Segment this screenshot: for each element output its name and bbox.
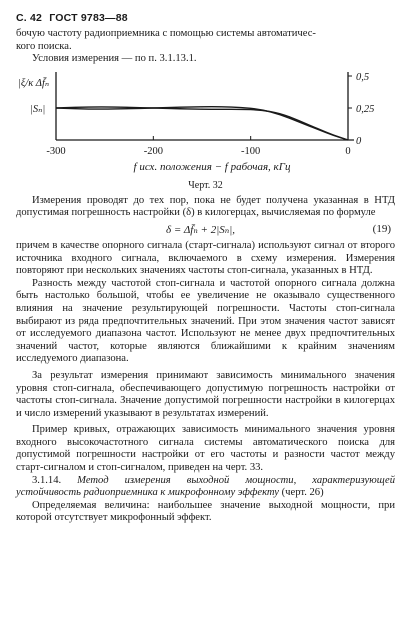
section-3-1-14 [16,475,395,500]
y-right-tick-label: 0,25 [356,103,375,115]
formula-expression: δ = Δf̄ₙ + 2|Sₙ|, [166,223,235,236]
x-tick-label: 0 [345,145,351,157]
page-number: С. 42 [16,12,43,24]
y-left-label-delta: |ξ/κ Δf̄ₙ [18,77,50,89]
page-header [16,12,395,24]
intro-line-1: бочую частоту радиоприемника с помощью системы автоматичес- [16,28,316,39]
y-left-label-s: |Sₙ| [30,103,46,115]
x-tick-label: -200 [143,145,163,157]
standard-code: ГОСТ 9783—88 [49,12,128,24]
paragraph-measurement: Измерения проводят до тех пор, пока не будет получена указанная в НТД допустимая погрешность настройки (δ) в килогерцах, вычисляемая по формуле [16,194,395,219]
paragraph-frequency-difference: Разность между частотой стоп-сигнала и частотой опорного сигнала должна быть настолько большой, чтобы ее увеличение не оказывало существенного влияния на значение результирующей погрешности. Частоты стоп-сигнала выбирают из ряда предпочтительных значений. При этом значения частот зависят от исследуемого диапазона частот. Используют не менее двух предпочтительных значений частот, которые являются ближайшими к крайним значениям исследуемого диапазона. [16,277,395,365]
paragraph-reference-signal: причем в качестве опорного сигнала (старт-сигнала) используют сигнал от второго источника входного сигнала, включаемого в схему измерения. Измерения повторяют при нескольких значениях частоты стоп-сигнала, указанных в НТД. [16,239,395,277]
paragraph-defined-quantity: Определяемая величина: наибольшее значение выходной мощности, при которой отсутствует микрофонный эффект. [16,499,395,524]
x-axis-label: f исх. положения − f рабочая, кГц [133,160,291,173]
section-title: Метод измерения выходной мощности, характеризующей устойчивость радиоприемника к микрофонному эффекту [16,474,395,499]
figure-caption: Черт. 32 [188,179,223,191]
chart-32 [16,68,396,178]
paragraph-result: За результат измерения принимают зависимость минимального значения уровня стоп-сигнала, обеспечивающего допустимую погрешность настройки от частоты стоп-сигнала. Значение допустимой погрешности настройки в килогерцах и число измерений указывают в результатах измерений. [16,369,395,419]
paragraph-example: Пример кривых, отражающих зависимость минимального значения уровня входного высокочастотного сигнала системы автоматического поиска для допустимой погрешности настройки от его частоты и разности частот между старт-сигналом и стоп-сигналом, приведен на черт. 33. [16,424,395,474]
y-right-tick-label: 0,5 [356,71,370,83]
section-ref: (черт. 26) [279,487,324,499]
formula-number: (19) [372,222,391,235]
series-curve-2 [56,107,348,140]
x-tick-label: -100 [241,145,261,157]
y-right-tick-label: 0 [356,135,362,147]
chart-svg [16,68,396,178]
x-tick-label: -300 [46,145,66,157]
intro-line-2: кого поиска. [16,40,72,52]
measurement-conditions: Условия измерения — по п. 3.1.13.1. [32,53,197,65]
formula-19 [16,222,395,238]
section-number: 3.1.14. [32,474,62,486]
